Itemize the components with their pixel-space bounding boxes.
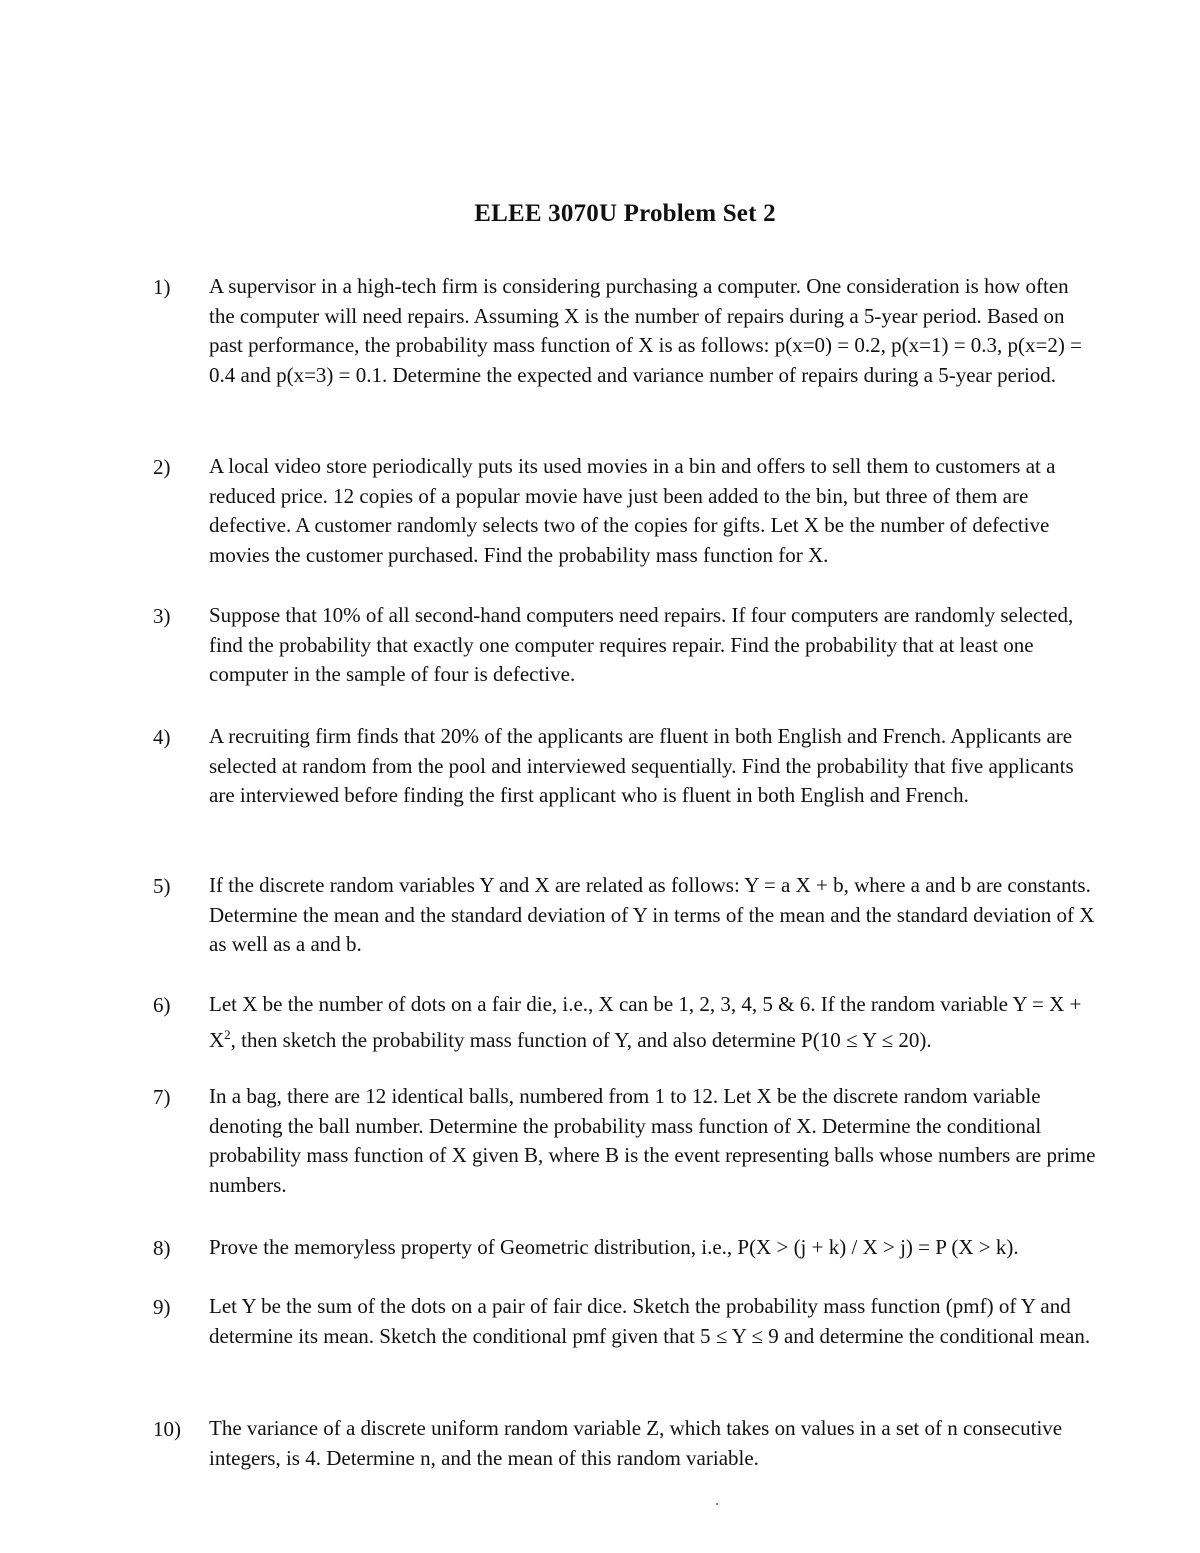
- problem-number: 7): [153, 1085, 171, 1109]
- problem-text: A local video store periodically puts its used movies in a bin and offers to sell them to customers at a reduced price. 12 copies of a popular movie have just been added to the bin, but three of them are defective. A customer randomly selects two of the copies for gifts. Let X be the number of defective movies the customer purchased. Find the probability mass function for X.: [209, 454, 1056, 567]
- problem-text-part: , then sketch the probability mass function of Y, and also determine P(10 ≤ Y ≤ 20).: [230, 1027, 932, 1052]
- problem-number: 3): [153, 604, 171, 628]
- problem-text: A recruiting firm finds that 20% of the applicants are fluent in both English and French. Applicants are selected at random from the pool and interviewed sequentially. Find the probability that five applicants are interviewed before finding the first applicant who is fluent in both English and French.: [209, 724, 1074, 807]
- problem-number: 9): [153, 1295, 171, 1319]
- problem-number: 4): [153, 725, 171, 749]
- superscript: 2: [224, 1026, 231, 1042]
- problem-number: 6): [153, 993, 171, 1017]
- document-title: ELEE 3070U Problem Set 2: [474, 200, 776, 227]
- problem-number: 8): [153, 1236, 171, 1260]
- problem-text: Prove the memoryless property of Geometric distribution, i.e., P(X > (j + k) / X > j) = P (X > k).: [209, 1235, 1019, 1259]
- problem-text: If the discrete random variables Y and X are related as follows: Y = a X + b, where a and b are constants. Determine the mean and the standard deviation of Y in terms of the mean and the standard deviation of X as well as a and b.: [209, 873, 1095, 956]
- problem-text: In a bag, there are 12 identical balls, numbered from 1 to 12. Let X be the discrete random variable denoting the ball number. Determine the probability mass function of X. Determine the conditional probability mass function of X given B, where B is the event representing balls whose numbers are prime numbers.: [209, 1084, 1096, 1197]
- scan-speck: [716, 1503, 718, 1505]
- problem-number: 1): [153, 275, 171, 299]
- problem-text: Suppose that 10% of all second-hand computers need repairs. If four computers are randomly selected, find the probability that exactly one computer requires repair. Find the probability that at least one computer in the sample of four is defective.: [209, 603, 1074, 686]
- problem-number: 10): [153, 1417, 181, 1441]
- problem-text: [209, 990, 1099, 1055]
- problem-text-part: Let X be the number of dots on a fair die, i.e., X can be 1, 2, 3, 4, 5 & 6. If the random variable Y = X + X: [209, 992, 1082, 1052]
- problem-number: 5): [153, 874, 171, 898]
- problem-text: A supervisor in a high-tech firm is considering purchasing a computer. One consideration is how often the computer will need repairs. Assuming X is the number of repairs during a 5-year period. Based on past performance, the probability mass function of X is as follows: p(x=0) = 0.2, p(x=1) = 0.3, p(x=2) = 0.4 and p(x=3) = 0.1. Determine the expected and variance number of repairs during a 5-year period.: [209, 274, 1082, 387]
- problem-text: The variance of a discrete uniform random variable Z, which takes on values in a set of n consecutive integers, is 4. Determine n, and the mean of this random variable.: [209, 1416, 1063, 1470]
- problem-number: 2): [153, 455, 171, 479]
- problem-text: Let Y be the sum of the dots on a pair of fair dice. Sketch the probability mass function (pmf) of Y and determine its mean. Sketch the conditional pmf given that 5 ≤ Y ≤ 9 and determine the conditional mean.: [209, 1294, 1091, 1348]
